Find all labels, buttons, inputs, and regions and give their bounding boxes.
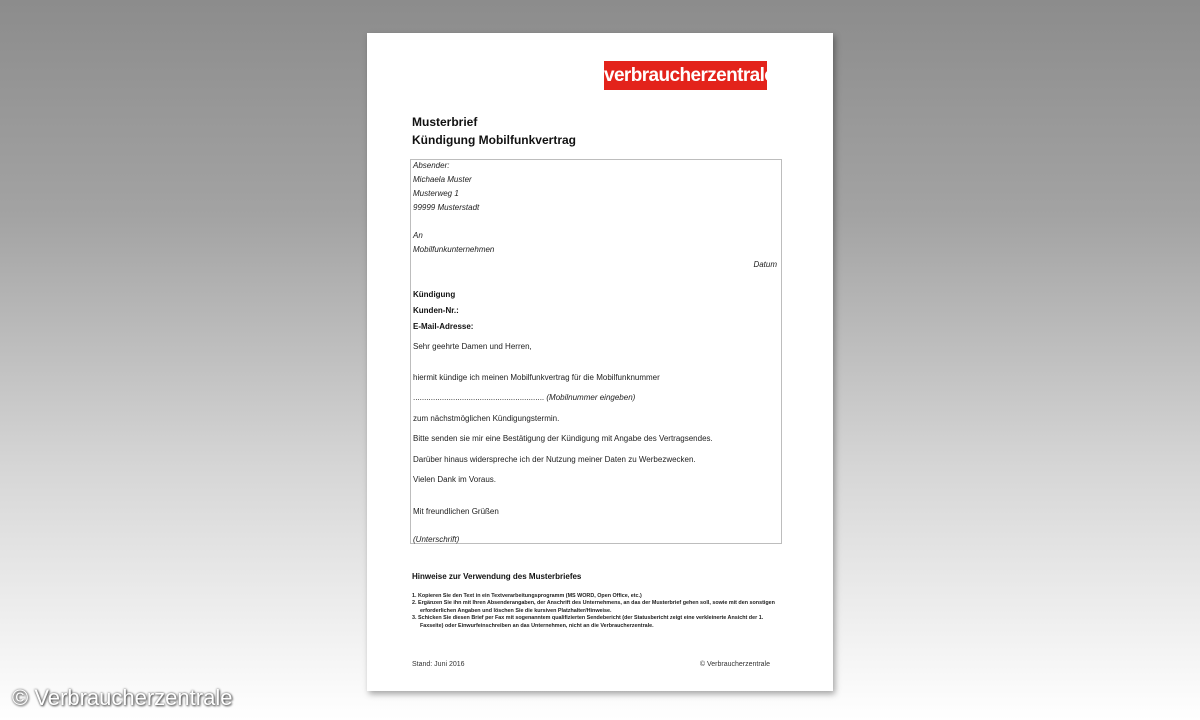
signature-placeholder: (Unterschrift): [413, 535, 460, 544]
email-address-label: E-Mail-Adresse:: [413, 322, 474, 331]
watermark-copyright: © Verbraucherzentrale: [12, 685, 233, 710]
body-paragraph-3: Bitte senden sie mir eine Bestätigung der Kündigung mit Angabe des Vertragsendes.: [413, 434, 713, 443]
salutation: Sehr geehrte Damen und Herren,: [413, 342, 532, 351]
document-title: Musterbrief: [412, 115, 478, 129]
recipient-name: Mobilfunkunternehmen: [413, 245, 495, 254]
mobile-number-dots: ...........................................................: [413, 393, 545, 402]
document-page: [367, 33, 833, 691]
usage-notes-title: Hinweise zur Verwendung des Musterbriefes: [412, 572, 582, 581]
usage-note: 1. Kopieren Sie den Text in ein Textverarbeitungsprogramm (MS WORD, Open Office, etc.): [412, 593, 642, 599]
document-subtitle: Kündigung Mobilfunkvertrag: [412, 133, 576, 147]
letter-template-box: [410, 159, 782, 544]
mobile-number-hint: (Mobilnummer eingeben): [546, 393, 636, 402]
sender-city: 99999 Musterstadt: [413, 203, 480, 212]
closing: Mit freundlichen Grüßen: [413, 507, 499, 516]
date-placeholder: Datum: [753, 260, 777, 269]
usage-note: 2. Ergänzen Sie ihn mit Ihren Absenderangaben, der Anschrift des Unternehmens, an das der Musterbrief gehen soll, sowie mit den sonstigen erforderlichen Angaben und löschen Sie die kursiven Platzhalter/Hinweise.: [412, 600, 775, 614]
verbraucherzentrale-logo: verbraucherzentrale: [604, 61, 767, 90]
recipient-label: An: [413, 231, 423, 240]
usage-note: 3. Schicken Sie diesen Brief per Fax mit sogenanntem qualifizierten Sendebericht (der Statusbericht zeigt eine verkleinerte Ansicht der 1. Faxseite) oder Einwurfeinschreiben an das Unternehmen, nicht an die Verbraucherzentrale.: [412, 615, 764, 629]
body-paragraph-4: Darüber hinaus widerspreche ich der Nutzung meiner Daten zu Werbezwecken.: [413, 455, 696, 464]
footer-date: Stand: Juni 2016: [412, 661, 465, 668]
body-paragraph-5: Vielen Dank im Voraus.: [413, 475, 497, 484]
sender-label: Absender:: [413, 161, 450, 170]
sender-name: Michaela Muster: [413, 175, 472, 184]
mobile-number-placeholder: [413, 393, 635, 402]
customer-number-label: Kunden-Nr.:: [413, 306, 459, 315]
body-paragraph-2: zum nächstmöglichen Kündigungstermin.: [413, 414, 560, 423]
usage-notes-list: [412, 593, 782, 630]
subject-line: Kündigung: [413, 290, 456, 299]
sender-street: Musterweg 1: [413, 189, 459, 198]
body-paragraph-1: hiermit kündige ich meinen Mobilfunkvertrag für die Mobilfunknummer: [413, 373, 660, 382]
footer-copyright: © Verbraucherzentrale: [699, 661, 770, 668]
